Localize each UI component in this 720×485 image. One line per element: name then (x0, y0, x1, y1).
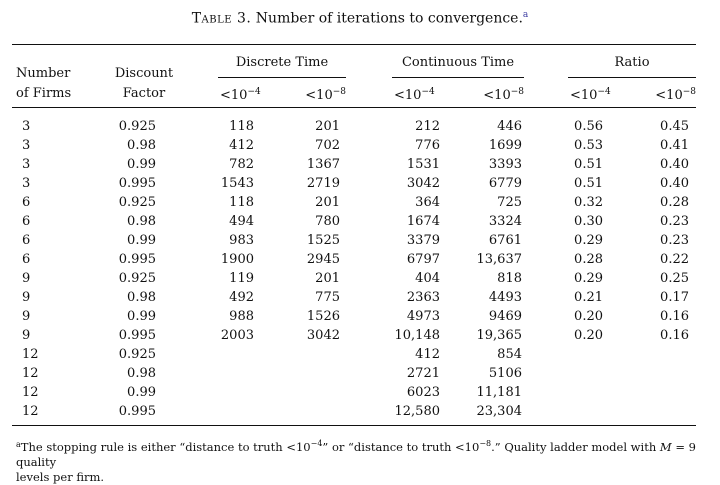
cell-ratio-tol-4: 0.28 (574, 252, 603, 267)
cell-continuous-tol-4: 776 (415, 138, 440, 153)
cell-continuous-tol-4: 6797 (406, 252, 440, 267)
cell-ratio-tol-4: 0.29 (574, 233, 603, 248)
cell-discount-factor: 0.99 (127, 385, 156, 400)
cell-continuous-tol-4: 3042 (406, 176, 440, 191)
cell-firms: 9 (22, 271, 31, 286)
cell-continuous-tol-8: 1699 (488, 138, 522, 153)
cell-firms: 6 (22, 214, 31, 229)
header-firms-line1: Number (16, 66, 71, 81)
cell-discount-factor: 0.99 (127, 157, 156, 172)
cell-ratio-tol-4: 0.29 (574, 271, 603, 286)
cell-firms: 6 (22, 195, 31, 210)
cell-discrete-tol-8: 1525 (306, 233, 340, 248)
cell-discrete-tol-4: 1900 (220, 252, 254, 267)
header-firms-line2: of Firms (16, 86, 72, 101)
cell-firms: 9 (22, 328, 31, 343)
footnote-text-c: .” Quality ladder model with (491, 440, 660, 454)
cell-continuous-tol-8: 19,365 (476, 328, 522, 343)
cell-discount-factor: 0.925 (118, 347, 156, 362)
cell-ratio-tol-8: 0.16 (660, 309, 689, 324)
cell-firms: 12 (22, 366, 39, 381)
cell-continuous-tol-4: 4973 (406, 309, 440, 324)
cell-continuous-tol-4: 1674 (406, 214, 440, 229)
cell-continuous-tol-8: 13,637 (476, 252, 522, 267)
cell-ratio-tol-8: 0.23 (660, 214, 689, 229)
cell-continuous-tol-8: 725 (497, 195, 522, 210)
cell-continuous-tol-8: 3393 (488, 157, 522, 172)
header-ratio-tol-8: $<10^{-8}$ (655, 87, 696, 103)
cell-discrete-tol-4: 782 (229, 157, 254, 172)
cell-discount-factor: 0.98 (127, 138, 156, 153)
table-title: Number of iterations to convergence. (255, 10, 523, 27)
caption-footnote-marker: a (522, 10, 529, 20)
cell-discount-factor: 0.925 (118, 271, 156, 286)
cell-continuous-tol-8: 6761 (488, 233, 522, 248)
footnote-exp-b: −8 (479, 439, 492, 448)
footnote-text-d: = 9 quality (16, 440, 696, 469)
header-discrete-time: Discrete Time (235, 55, 329, 70)
cell-discount-factor: 0.995 (118, 404, 156, 419)
cell-discrete-tol-8: 2719 (306, 176, 340, 191)
table-caption (0, 10, 720, 27)
cell-ratio-tol-8: 0.41 (660, 138, 689, 153)
cell-ratio-tol-4: 0.32 (574, 195, 603, 210)
cell-continuous-tol-8: 9469 (488, 309, 522, 324)
cell-discrete-tol-8: 201 (315, 271, 340, 286)
cell-discount-factor: 0.99 (127, 309, 156, 324)
cell-firms: 3 (22, 119, 31, 134)
cell-discount-factor: 0.925 (118, 195, 156, 210)
cell-discount-factor: 0.98 (127, 214, 156, 229)
cell-firms: 3 (22, 138, 31, 153)
ratio-rule (568, 77, 696, 78)
header-discount-line2: Factor (122, 86, 166, 101)
cell-discrete-tol-8: 1526 (306, 309, 340, 324)
cell-discrete-tol-4: 118 (229, 195, 254, 210)
cell-firms: 3 (22, 176, 31, 191)
footnote-exp-a: −4 (310, 439, 323, 448)
cell-discrete-tol-4: 2003 (220, 328, 254, 343)
cell-continuous-tol-8: 11,181 (476, 385, 522, 400)
cell-ratio-tol-8: 0.22 (660, 252, 689, 267)
cell-continuous-tol-8: 6779 (488, 176, 522, 191)
cell-discrete-tol-8: 201 (315, 195, 340, 210)
cell-ratio-tol-8: 0.23 (660, 233, 689, 248)
cell-firms: 9 (22, 290, 31, 305)
cell-continuous-tol-4: 412 (415, 347, 440, 362)
cell-discrete-tol-4: 492 (229, 290, 254, 305)
cell-discount-factor: 0.98 (127, 366, 156, 381)
cell-discrete-tol-4: 118 (229, 119, 254, 134)
cell-discrete-tol-8: 201 (315, 119, 340, 134)
cell-continuous-tol-4: 10,148 (394, 328, 440, 343)
cell-continuous-tol-8: 4493 (488, 290, 522, 305)
cell-discrete-tol-8: 702 (315, 138, 340, 153)
table-label: Table 3. (191, 10, 252, 27)
cell-ratio-tol-4: 0.51 (574, 176, 603, 191)
cell-ratio-tol-4: 0.51 (574, 157, 603, 172)
cell-discrete-tol-4: 119 (229, 271, 254, 286)
cell-firms: 12 (22, 404, 39, 419)
cell-discrete-tol-4: 983 (229, 233, 254, 248)
cell-discount-factor: 0.99 (127, 233, 156, 248)
cell-discrete-tol-4: 412 (229, 138, 254, 153)
cell-continuous-tol-4: 212 (415, 119, 440, 134)
header-continuous-time: Continuous Time (401, 55, 515, 70)
cell-firms: 12 (22, 385, 39, 400)
header-discrete-tol-8: $<10^{-8}$ (305, 87, 346, 103)
footnote-text-b: ” or “distance to truth <10 (322, 440, 480, 454)
header-ratio: Ratio (614, 55, 650, 70)
top-rule (12, 44, 696, 45)
cell-continuous-tol-8: 818 (497, 271, 522, 286)
cell-continuous-tol-4: 364 (415, 195, 440, 210)
header-continuous-tol-8: $<10^{-8}$ (483, 87, 524, 103)
cell-ratio-tol-8: 0.45 (660, 119, 689, 134)
footnote-marker: a (16, 440, 21, 449)
cell-continuous-tol-4: 1531 (406, 157, 440, 172)
footnote-line2: levels per firm. (16, 470, 105, 484)
cell-continuous-tol-4: 6023 (406, 385, 440, 400)
cell-ratio-tol-8: 0.40 (660, 176, 689, 191)
cell-continuous-tol-4: 404 (415, 271, 440, 286)
cell-continuous-tol-4: 2721 (406, 366, 440, 381)
cell-discount-factor: 0.925 (118, 119, 156, 134)
header-continuous-tol-4: $<10^{-4}$ (394, 87, 435, 103)
cell-continuous-tol-4: 12,580 (394, 404, 440, 419)
cell-ratio-tol-8: 0.17 (660, 290, 689, 305)
cell-ratio-tol-4: 0.20 (574, 328, 603, 343)
cell-discrete-tol-8: 780 (315, 214, 340, 229)
header-discount-line1: Discount (114, 66, 174, 81)
cell-ratio-tol-4: 0.21 (574, 290, 603, 305)
cell-firms: 3 (22, 157, 31, 172)
cell-discrete-tol-8: 3042 (306, 328, 340, 343)
cell-ratio-tol-8: 0.16 (660, 328, 689, 343)
cell-continuous-tol-4: 2363 (406, 290, 440, 305)
cell-continuous-tol-8: 5106 (488, 366, 522, 381)
footnote-text-a: The stopping rule is either “distance to truth <10 (20, 440, 311, 454)
cell-discount-factor: 0.98 (127, 290, 156, 305)
cell-ratio-tol-8: 0.28 (660, 195, 689, 210)
cell-ratio-tol-8: 0.40 (660, 157, 689, 172)
continuous-time-rule (392, 77, 524, 78)
cell-ratio-tol-4: 0.56 (574, 119, 603, 134)
footnote-m-symbol: M (659, 440, 672, 454)
cell-discrete-tol-4: 988 (229, 309, 254, 324)
cell-discount-factor: 0.995 (118, 252, 156, 267)
cell-discrete-tol-4: 494 (229, 214, 254, 229)
cell-continuous-tol-8: 23,304 (476, 404, 522, 419)
cell-discrete-tol-8: 2945 (306, 252, 340, 267)
cell-discrete-tol-4: 1543 (220, 176, 254, 191)
discrete-time-rule (218, 77, 346, 78)
cell-ratio-tol-4: 0.30 (574, 214, 603, 229)
cell-firms: 6 (22, 252, 31, 267)
cell-discrete-tol-8: 1367 (306, 157, 340, 172)
cell-continuous-tol-8: 854 (497, 347, 522, 362)
cell-discount-factor: 0.995 (118, 176, 156, 191)
cell-firms: 12 (22, 347, 39, 362)
cell-continuous-tol-8: 3324 (488, 214, 522, 229)
cell-ratio-tol-8: 0.25 (660, 271, 689, 286)
table-footnote (16, 436, 706, 485)
header-ratio-tol-4: $<10^{-4}$ (570, 87, 611, 103)
cell-discount-factor: 0.995 (118, 328, 156, 343)
cell-ratio-tol-4: 0.20 (574, 309, 603, 324)
cell-ratio-tol-4: 0.53 (574, 138, 603, 153)
cell-firms: 9 (22, 309, 31, 324)
cell-discrete-tol-8: 775 (315, 290, 340, 305)
header-rule (12, 107, 696, 108)
header-discrete-tol-4: $<10^{-4}$ (220, 87, 261, 103)
cell-firms: 6 (22, 233, 31, 248)
cell-continuous-tol-8: 446 (497, 119, 522, 134)
cell-continuous-tol-4: 3379 (406, 233, 440, 248)
bottom-rule (12, 425, 696, 426)
